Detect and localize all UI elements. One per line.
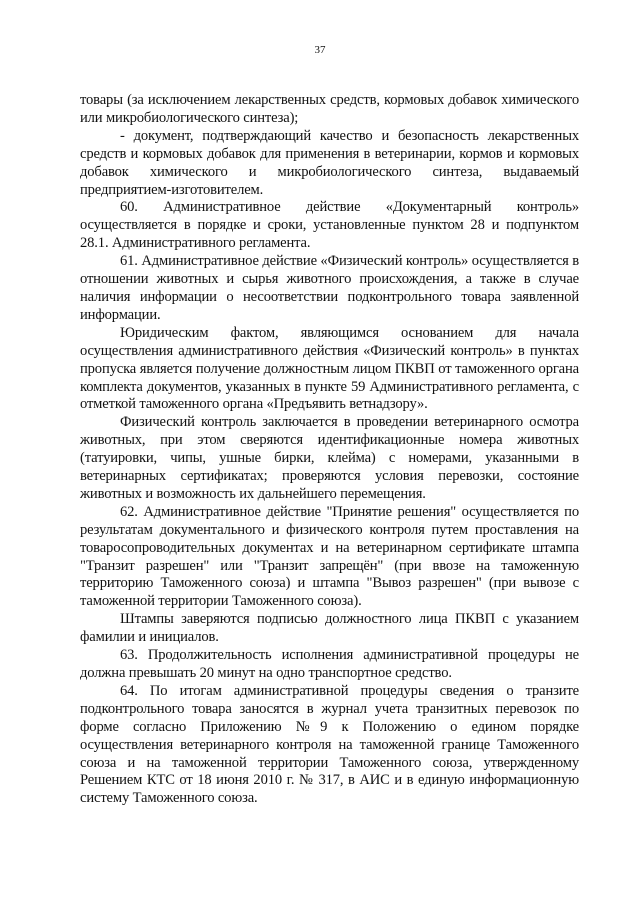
paragraph-physical-control-details: Физический контроль заключается в проведении ветеринарного осмотра животных, при этом сверяются идентификационные номера животных (татуировки, чипы, ушные бирки, клейма) с номерами, указанными в ветеринарных сертификатах; проверяются условия перевозки, состояние животных и возможность их дальнейшего перемещения. (80, 414, 579, 502)
document-body (80, 92, 579, 808)
paragraph-63-duration: 63. Продолжительность исполнения административной процедуры не должна превышать 20 минут на одно транспортное средство. (80, 647, 579, 681)
paragraph-61-physical-control: 61. Административное действие «Физический контроль» осуществляется в отношении животных и сырья животного происхождения, а также в случае наличия информации о несоответствии подконтрольного товара заявленной информации. (80, 253, 579, 323)
paragraph-60-documentary-control: 60. Административное действие «Документарный контроль» осуществляется в порядке и сроки, установленные пунктом 28 и подпунктом 28.1. Административного регламента. (80, 199, 579, 252)
paragraph-62-decision: 62. Административное действие "Принятие решения" осуществляется по результатам документального и физического контроля путем проставления на товаросопроводительных документах и на ветеринарном сертификате штампа "Транзит разрешен" или "Транзит запрещён" (при ввозе на таможенную территорию Таможенного союза) и штампа "Вывоз разрешен" (при вывозе с таможенной территории Таможенного союза). (80, 503, 579, 610)
paragraph-goods-exception: товары (за исключением лекарственных средств, кормовых добавок химического или микробиологического синтеза); (80, 92, 579, 126)
paragraph-legal-fact: Юридическим фактом, являющимся основанием для начала осуществления административного действия «Физический контроль» в пунктах пропуска является получение должностным лицом ПКВП от таможенного органа комплекта документов, указанных в пункте 59 Административного регламента, с отметкой таможенного органа «Предъявить ветнадзору». (80, 324, 579, 413)
paragraph-quality-document: - документ, подтверждающий качество и безопасность лекарственных средств и кормовых добавок для применения в ветеринарии, кормов и кормовых добавок химического и микробиологического синтеза, выдаваемый предприятием-изготовителем. (80, 127, 579, 198)
paragraph-stamps: Штампы заверяются подписью должностного лица ПКВП с указанием фамилии и инициалов. (80, 611, 579, 646)
page-number: 37 (314, 44, 326, 56)
paragraph-64-transit-journal: 64. По итогам административной процедуры сведения о транзите подконтрольного товара заносятся в журнал учета транзитных перевозок по форме согласно Приложению №9 к Положению о едином порядке осуществления ветеринарного контроля на таможенной границе Таможенного союза и на таможенной территории Таможенного союза, утвержденному Решением КТС от 18 июня 2010 г. № 317, в АИС и в единую информационную систему Таможенного союза. (80, 682, 579, 807)
